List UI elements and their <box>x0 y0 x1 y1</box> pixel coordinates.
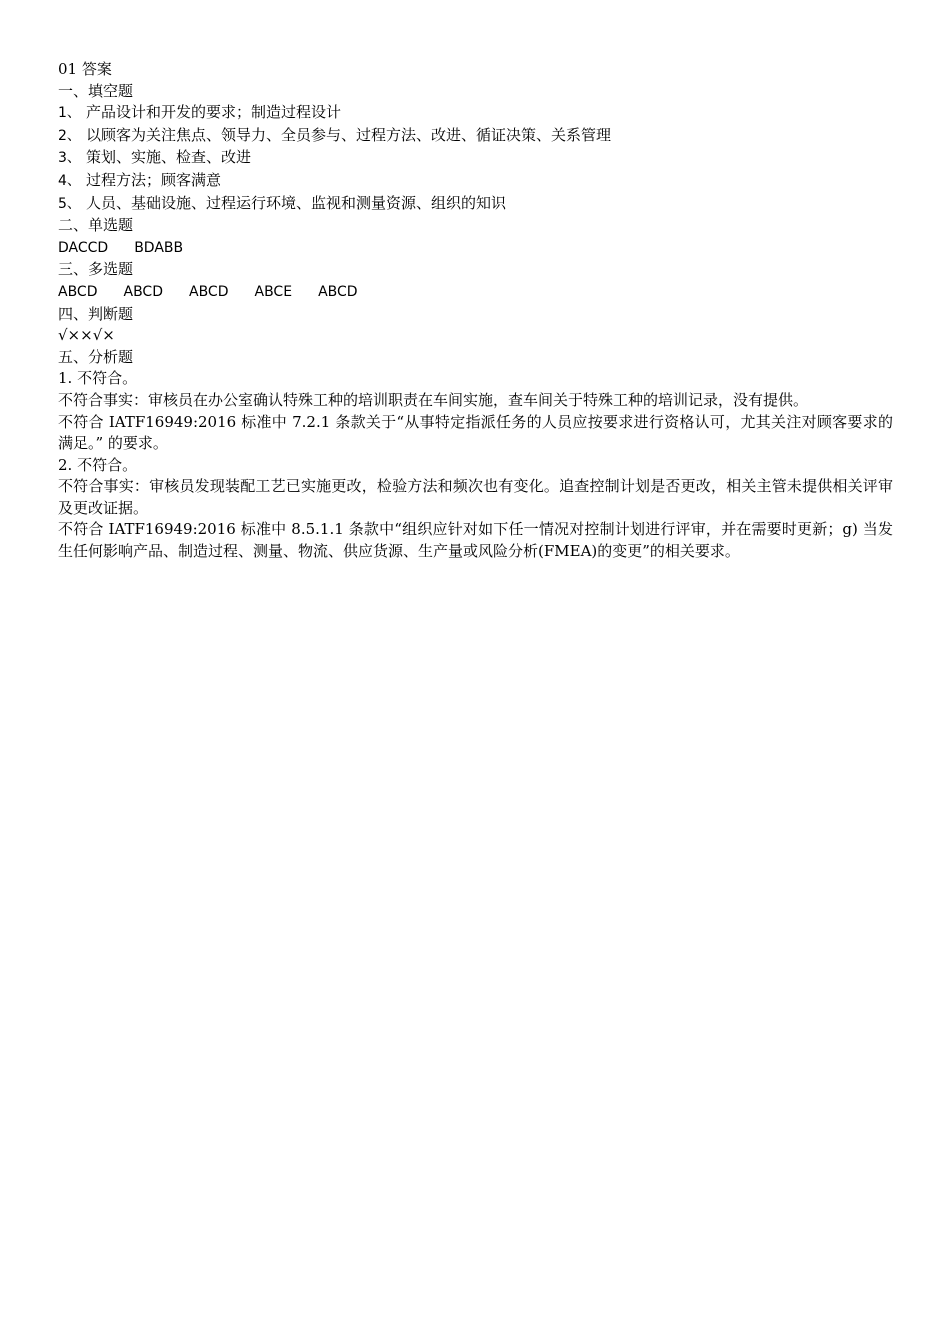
true-false-answers: √××√× <box>58 326 115 345</box>
document-page <box>58 59 893 563</box>
answer-group: DACCD <box>58 239 109 256</box>
item-text: 以顾客为关注焦点、领导力、全员参与、过程方法、改进、循证决策、关系管理 <box>86 125 612 144</box>
answer-group: ABCD <box>318 283 358 300</box>
answer-group: BDABB <box>134 239 184 256</box>
section-heading-fill-in: 一、填空题 <box>58 81 134 100</box>
section-heading-analysis: 五、分析题 <box>58 347 134 366</box>
document-title: 01 答案 <box>58 60 112 78</box>
section-heading-multiple-choice: 三、多选题 <box>58 260 134 279</box>
fill-in-item-3 <box>58 147 893 170</box>
fill-in-item-4 <box>58 170 893 193</box>
answer-group: ABCD <box>123 283 163 300</box>
single-choice-answers <box>58 237 893 260</box>
item-number: 3、 <box>58 150 81 167</box>
analysis-q2-fact: 不符合事实：审核员发现装配工艺已实施更改，检验方法和频次也有变化。追查控制计划是否更改，相关主管未提供相关评审及更改证据。 <box>58 477 893 517</box>
item-number: 4、 <box>58 172 81 189</box>
analysis-q1-fact: 不符合事实：审核员在办公室确认特殊工种的培训职责在车间实施，查车间关于特殊工种的培训记录，没有提供。 <box>58 390 809 409</box>
item-number: 1、 <box>58 105 81 122</box>
answer-group: ABCD <box>58 283 98 300</box>
answer-group: ABCE <box>254 283 293 300</box>
section-heading-single-choice: 二、单选题 <box>58 216 134 235</box>
item-text: 过程方法；顾客满意 <box>86 170 222 189</box>
item-number: 2、 <box>58 127 81 144</box>
item-text: 人员、基础设施、过程运行环境、监视和测量资源、组织的知识 <box>86 193 507 212</box>
item-text: 产品设计和开发的要求；制造过程设计 <box>86 103 342 122</box>
analysis-q1-title: 1. 不符合。 <box>58 369 138 388</box>
analysis-q2-clause: 不符合 IATF16949:2016 标准中 8.5.1.1 条款中“组织应针对如下任一情况对控制计划进行评审，并在需要时更新；g) 当发生任何影响产品、制造过程、测量、物流、供应货源、生产量或风险分析(FMEA)的变更”的相关要求。 <box>58 520 893 561</box>
analysis-q1-clause: 不符合 IATF16949:2016 标准中 7.2.1 条款关于“从事特定指派任务的人员应按要求进行资格认可，尤其关注对顾客要求的满足。” 的要求。 <box>58 412 893 453</box>
fill-in-item-2 <box>58 125 893 148</box>
fill-in-item-1 <box>58 102 893 125</box>
multiple-choice-answers <box>58 281 893 304</box>
item-text: 策划、实施、检查、改进 <box>86 148 252 167</box>
section-heading-true-false: 四、判断题 <box>58 304 134 323</box>
answer-group: ABCD <box>189 283 229 300</box>
item-number: 5、 <box>58 195 81 212</box>
analysis-q2-title: 2. 不符合。 <box>58 455 138 474</box>
fill-in-item-5 <box>58 193 893 216</box>
